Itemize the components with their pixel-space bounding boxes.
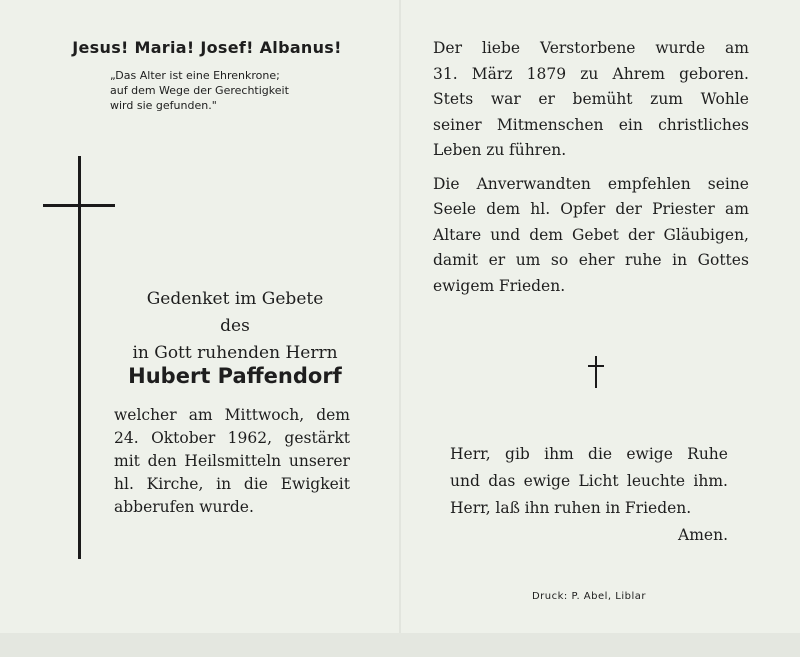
text-line — [114, 427, 350, 450]
word: abberufen — [114, 498, 195, 516]
word: Heilsmitteln — [184, 452, 282, 470]
word: März — [471, 64, 513, 83]
word: Verstorbene — [539, 39, 636, 57]
word: die — [243, 475, 268, 493]
printer-credit: Druck: P. Abel, Liblar — [531, 591, 646, 602]
word: er — [488, 251, 506, 269]
word: in — [216, 475, 232, 493]
word: ihm — [544, 445, 574, 463]
word: zu — [580, 64, 599, 83]
word: Ruhe — [687, 445, 728, 463]
word: war — [490, 90, 521, 108]
text-line — [433, 113, 749, 139]
word: Seele — [433, 200, 477, 218]
word: unserer — [288, 452, 350, 470]
word: eher — [578, 251, 615, 269]
text-line — [114, 450, 350, 473]
word: das — [488, 472, 516, 490]
word: dem — [529, 225, 563, 244]
word: geboren. — [679, 64, 749, 83]
text-line — [433, 223, 749, 249]
word: damit — [433, 251, 479, 269]
motto-line: auf dem Wege der Gerechtigkeit — [110, 84, 289, 97]
text-line — [114, 473, 350, 496]
text-line — [433, 36, 749, 62]
biography — [433, 36, 749, 299]
word: Mittwoch, — [224, 406, 305, 424]
word: die — [588, 445, 613, 463]
word: in — [605, 499, 621, 517]
word: so — [550, 251, 569, 269]
word: wurde. — [199, 498, 254, 516]
word: gib — [505, 445, 530, 463]
word: seiner — [433, 115, 482, 134]
word: Ewigkeit — [280, 475, 350, 493]
memorial-line: in Gott ruhenden Herrn — [132, 343, 338, 363]
word: laß — [495, 499, 520, 517]
word: christliches — [658, 115, 749, 134]
word: bemüht — [572, 90, 633, 108]
death-notice — [114, 404, 350, 519]
word: Stets — [433, 90, 474, 108]
text-line — [433, 172, 749, 198]
memorial-line: Gedenket im Gebete — [146, 289, 324, 309]
word: leuchte — [626, 472, 686, 490]
word: Anverwandten — [476, 174, 591, 193]
word: 31. — [433, 64, 458, 83]
word: empfehlen — [607, 174, 691, 193]
word: zu — [486, 141, 505, 159]
prayer — [450, 441, 728, 549]
motto-quote — [110, 68, 350, 113]
text-line — [114, 496, 350, 519]
word: um — [515, 251, 541, 269]
word: Herr, — [450, 499, 491, 517]
word: führen. — [508, 141, 567, 159]
word: der — [627, 225, 655, 244]
word: Kirche, — [146, 475, 204, 493]
word: Die — [433, 174, 460, 193]
word: am — [725, 39, 749, 57]
deceased-name: Hubert Paffendorf — [128, 364, 342, 388]
word: der — [615, 200, 642, 218]
small-cross-icon — [588, 356, 604, 388]
memorial-intro — [100, 286, 370, 367]
card-bottom-edge — [0, 633, 800, 657]
word: hl. — [114, 475, 134, 493]
word: wurde — [655, 39, 706, 57]
word: seine — [707, 174, 749, 193]
memorial-line: des — [220, 316, 250, 336]
biography-paragraph-2 — [433, 172, 749, 300]
word: Frieden. — [624, 499, 692, 517]
word: welcher — [114, 406, 177, 424]
word: ruhen — [554, 499, 601, 517]
text-line — [433, 274, 749, 300]
word: 24. — [114, 429, 139, 447]
word: Herr, — [450, 445, 491, 463]
text-line — [450, 495, 728, 522]
word: am — [725, 200, 749, 218]
text-line — [114, 404, 350, 427]
prayer-lines — [450, 441, 728, 522]
word: liebe — [481, 39, 521, 57]
word: gestärkt — [284, 429, 350, 447]
word: mit — [114, 452, 140, 470]
text-line — [450, 441, 728, 468]
word: Opfer — [560, 200, 606, 218]
word: am — [188, 406, 213, 424]
word: Gebet — [572, 225, 619, 244]
word: Frieden. — [498, 276, 566, 295]
word: er — [538, 90, 555, 108]
fold-line — [399, 0, 401, 657]
word: 1962, — [227, 429, 273, 447]
word: in — [672, 251, 688, 269]
word: Licht — [578, 472, 619, 490]
large-cross-vertical-beam — [78, 156, 81, 559]
word: Leben — [433, 141, 482, 159]
word: und — [490, 225, 521, 244]
text-line — [433, 197, 749, 223]
motto-line: wird sie gefunden." — [110, 99, 217, 112]
text-line — [450, 468, 728, 495]
word: ruhe — [625, 251, 662, 269]
word: dem — [316, 406, 350, 424]
text-line — [433, 87, 749, 113]
word: Mitmenschen — [496, 115, 604, 134]
word: hl. — [530, 200, 551, 218]
text-line — [433, 62, 749, 88]
word: Gläubigen, — [663, 225, 749, 244]
word: Priester — [652, 200, 715, 218]
word: ewige — [626, 445, 673, 463]
invocation-heading: Jesus! Maria! Josef! Albanus! — [72, 38, 342, 57]
word: zum — [650, 90, 684, 108]
amen-text: Amen. — [678, 526, 728, 544]
word: 1879 — [526, 64, 567, 83]
word: Gottes — [697, 251, 749, 269]
biography-paragraph-1 — [433, 36, 749, 164]
word: ewigem — [433, 276, 495, 295]
word: Oktober — [151, 429, 216, 447]
word: den — [147, 452, 177, 470]
word: Wohle — [700, 90, 749, 108]
word: ewige — [523, 472, 571, 490]
motto-line: „Das Alter ist eine Ehrenkrone; — [110, 69, 280, 82]
word: ihn — [524, 499, 550, 517]
word: und — [450, 472, 480, 490]
word: Der — [433, 39, 463, 57]
word: ihm. — [693, 472, 728, 490]
word: Altare — [433, 225, 482, 244]
large-cross-horizontal-beam — [43, 204, 115, 207]
word: dem — [486, 200, 521, 218]
text-line — [433, 248, 749, 274]
word: ein — [618, 115, 643, 134]
text-line — [433, 138, 749, 164]
word: Ahrem — [612, 64, 665, 83]
